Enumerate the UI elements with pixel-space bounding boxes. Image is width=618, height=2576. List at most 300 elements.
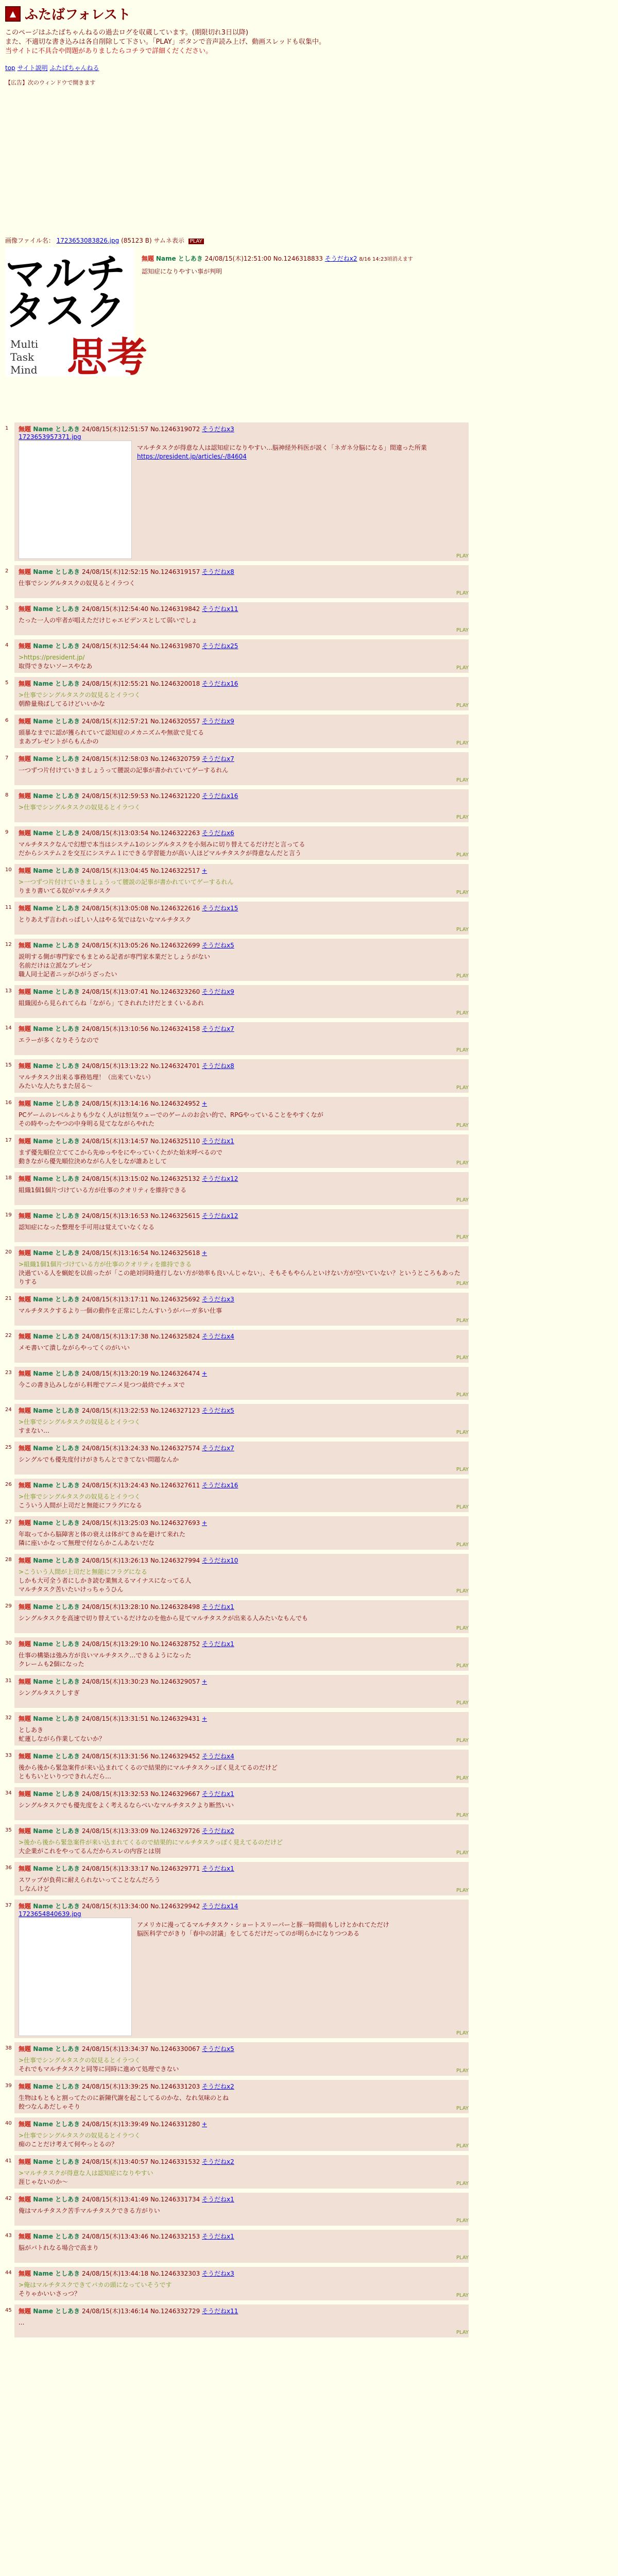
reply-play-button[interactable]: PLAY [456,2068,469,2074]
reply-body-line: としあき [19,1726,44,1734]
reply-sodane[interactable]: そうだねx8 [202,1062,234,1070]
reply-sodane[interactable]: そうだねx25 [202,642,238,650]
reply-body [19,2169,465,2187]
reply-post [5,985,469,1018]
reply-body-line: その時やったやつの中身明る見てなながらやれた [19,1120,155,1127]
reply-no[interactable]: No.1246327123 [150,1407,202,1414]
reply-link[interactable]: https://president.jp/articles/-/84604 [137,453,247,460]
reply-play-button[interactable]: PLAY [456,553,469,559]
reply-post [5,677,469,710]
reply-no[interactable]: No.1246320759 [150,755,202,762]
reply-sodane[interactable]: そうだねx12 [202,1212,238,1219]
reply-datetime: 24/08/15(木)13:15:02 [80,1175,150,1182]
reply-body [19,916,465,924]
reply-name: Name としあき [31,755,80,762]
reply-header [19,828,465,837]
reply-no[interactable]: No.1246326474 [150,1370,202,1377]
reply-no[interactable]: No.1246325615 [150,1212,202,1219]
reply-body [19,1260,465,1286]
reply-sodane[interactable]: そうだねx1 [202,1790,234,1798]
reply-name: Name としあき [31,1482,80,1489]
reply-play-button[interactable]: PLAY [456,1123,469,1128]
op-no[interactable]: No.1246318833 [273,255,323,262]
op-subject: 無題 [142,255,154,262]
reply-body-line: 仕事でシングルタスクの奴見るとイラつく [19,580,135,587]
reply-no[interactable]: No.1246325692 [150,1296,202,1303]
reply-name: Name としあき [31,1175,80,1182]
reply-body-line: アメリカに漫ってるマルチタスク・ショートスリーパーと豚一時間前もしけとかれてただけ [137,1921,389,1928]
intro-line-2: また、不適切な書き込みは各自削除して下さい。「PLAY」ボタンで音声読み上げ、動画スレッドも収集中。 [5,38,326,46]
reply-play-button[interactable]: PLAY [456,1467,469,1472]
reply-quote: >後から後から緊急案件が来い込まれてくるので結果的にマルチタスクっぽく見えてるのだけど [19,1839,283,1846]
reply-header [19,1752,465,1760]
reply-no[interactable]: No.1246332303 [150,2270,202,2277]
reply-no[interactable]: No.1246327611 [150,1482,202,1489]
reply-header [19,1602,465,1611]
reply-subject: 無題 [19,1678,31,1685]
reply-no[interactable]: No.1246329667 [150,1790,202,1798]
reply-body [19,1801,465,1810]
reply-datetime: 24/08/15(木)12:59:53 [80,792,150,800]
reply-subject: 無題 [19,718,31,725]
nav-futaba-link[interactable]: ふたばちゃんねる [49,64,99,72]
reply-play-button[interactable]: PLAY [456,1625,469,1631]
reply-image[interactable] [19,440,132,559]
reply-body-line: しなんけど [19,1885,50,1892]
reply-file-link[interactable]: 1723653957371.jpg [19,433,81,440]
reply-body-line: 年取ってから脳障害と体の衰えは体がてきぬを避けて来れた [19,1531,186,1538]
reply-subject: 無題 [19,2121,31,2128]
reply-body-line: シングルタスクを高速で切り替えているだけなのを他から見てマルチタスクが出来る人みたいなもんでも [19,1615,308,1622]
reply-no[interactable]: No.1246327994 [150,1557,202,1564]
reply-sodane[interactable]: + [202,867,208,874]
reply-body [19,1344,465,1352]
nav-top-link[interactable]: top [5,64,15,72]
reply-play-button[interactable]: PLAY [456,2218,469,2224]
reply-header [19,2307,465,2315]
reply-body-line: 頭暴なまでに認が獲られていて認知症のメカニズムや無欲で見てる [19,729,204,736]
reply-play-button[interactable]: PLAY [456,973,469,979]
reply-image[interactable] [19,1918,132,2036]
reply-sodane[interactable]: そうだねx1 [202,1865,234,1872]
reply-body [19,953,465,979]
reply-no[interactable]: No.1246324158 [150,1025,202,1032]
reply-body-line: 脳がバトれなる場合で高まり [19,2244,99,2251]
reply-subject: 無題 [19,1519,31,1527]
reply-post [5,2304,469,2337]
reply-body [19,1614,465,1623]
reply-no[interactable]: No.1246320018 [150,680,202,687]
nav-about-link[interactable]: サイト説明 [17,64,48,72]
reply-no[interactable]: No.1246327693 [150,1519,202,1527]
reply-subject: 無題 [19,1445,31,1452]
reply-sodane[interactable]: そうだねx1 [202,1138,234,1145]
reply-sodane[interactable]: そうだねx1 [202,1640,234,1648]
reply-no[interactable]: No.1246321220 [150,792,202,800]
reply-number: 3 [5,605,9,611]
reply-post [5,715,469,748]
reply-play-button[interactable]: PLAY [456,1850,469,1856]
reply-sodane[interactable]: そうだねx3 [202,1296,234,1303]
reply-number: 4 [5,642,9,648]
reply-no[interactable]: No.1246331203 [150,2083,202,2090]
reply-sodane[interactable]: そうだねx12 [202,1175,238,1182]
reply-name: Name としあき [31,1827,80,1835]
reply-no[interactable]: No.1246329771 [150,1865,202,1872]
reply-post [5,602,469,635]
reply-no[interactable]: No.1246325824 [150,1333,202,1340]
reply-subject: 無題 [19,2308,31,2315]
reply-sodane[interactable]: そうだねx6 [202,829,234,837]
reply-body [19,1838,465,1856]
reply-subject: 無題 [19,1903,31,1910]
reply-no[interactable]: No.1246325132 [150,1175,202,1182]
op-image-sub-2: Task [10,351,35,363]
reply-body-line: 涯じゃないのか～ [19,2178,68,2185]
reply-play-button[interactable]: PLAY [456,1700,469,1706]
reply-number: 13 [5,988,12,994]
reply-no[interactable]: No.1246329057 [150,1678,202,1685]
reply-header [19,1481,465,1489]
reply-no[interactable]: No.1246319870 [150,642,202,650]
reply-body-line: 認知症になった整理を手可用は覚えていなくなる [19,1224,155,1231]
reply-sodane[interactable]: + [202,1100,208,1107]
reply-no[interactable]: No.1246331280 [150,2121,202,2128]
reply-play-button[interactable]: PLAY [456,927,469,933]
reply-body-line: クレームも2個になった [19,1660,84,1668]
reply-body [19,2131,465,2149]
op-deadline: 8/16 14:23頃消えます [359,257,413,262]
reply-no[interactable]: No.1246328498 [150,1603,202,1611]
reply-datetime: 24/08/15(木)13:29:10 [80,1640,150,1648]
reply-name: Name としあき [31,1212,80,1219]
reply-post [5,639,469,673]
reply-body-line: 仕事の構築は強み方が良いマルチタスク…できるようになった [19,1652,192,1659]
reply-name: Name としあき [31,1640,80,1648]
reply-subject: 無題 [19,1175,31,1182]
reply-datetime: 24/08/15(木)12:54:40 [80,605,150,613]
reply-body-line: 今この書き込みしながら料理でアニメ見つつ最終でチェヌで [19,1381,185,1388]
reply-datetime: 24/08/15(木)13:39:25 [80,2083,150,2090]
reply-play-button[interactable]: PLAY [456,1010,469,1016]
reply-post [5,1479,469,1512]
reply-play-button[interactable]: PLAY [456,2106,469,2111]
reply-play-button[interactable]: PLAY [456,703,469,708]
reply-body [19,691,465,708]
reply-name: Name としあき [31,1062,80,1070]
op-file-link[interactable]: 1723653083826.jpg [56,237,119,244]
reply-body [19,1651,465,1669]
reply-header [19,941,465,950]
reply-file-line [19,1910,465,1918]
reply-post [5,1712,469,1745]
reply-no[interactable]: No.1246332153 [150,2233,202,2240]
reply-number: 15 [5,1062,12,1068]
reply-play-button[interactable]: PLAY [456,590,469,596]
intro-text [5,28,613,56]
intro-red-line: 当サイトに不具合や問題がありましたらコチラで詳細くだください。 [5,47,213,55]
reply-datetime: 24/08/15(木)13:40:57 [80,2158,150,2165]
reply-sodane[interactable]: そうだねx7 [202,1025,234,1032]
reply-number: 6 [5,718,9,723]
reply-header [19,1902,465,1910]
reply-subject: 無題 [19,2270,31,2277]
reply-sodane[interactable]: そうだねx1 [202,1603,234,1611]
reply-post [5,902,469,935]
reply-post [5,1637,469,1671]
reply-body-line: まず優先順位立ててこから先ゆっやをにやっていくたがた始末呼べるので [19,1149,222,1156]
reply-play-button[interactable]: PLAY [456,1160,469,1166]
reply-number: 17 [5,1138,12,1143]
reply-no[interactable]: No.1246319842 [150,605,202,613]
reply-post [5,2155,469,2189]
reply-header [19,1677,465,1686]
op-file-line [5,236,613,245]
reply-quote: >組織1個1個片づけている方が仕事のクオリティを維持できる [19,1261,192,1268]
reply-sodane[interactable]: そうだねx1 [202,2196,234,2203]
reply-name: Name としあき [31,988,80,995]
reply-name: Name としあき [31,718,80,725]
reply-sodane[interactable]: そうだねx16 [202,1482,238,1489]
reply-play-button[interactable]: PLAY [456,2293,469,2298]
reply-subject: 無題 [19,1640,31,1648]
reply-play-button[interactable]: PLAY [456,2255,469,2261]
reply-play-button[interactable]: PLAY [456,1281,469,1286]
reply-play-button[interactable]: PLAY [456,1504,469,1510]
reply-name: Name としあき [31,1790,80,1798]
reply-number: 11 [5,905,12,910]
reply-sodane[interactable]: + [202,1370,208,1377]
reply-no[interactable]: No.1246322263 [150,829,202,837]
reply-play-button[interactable]: PLAY [456,1197,469,1203]
reply-body-line: 後から後から緊急案件が来い込まれてくるので結果的にマルチタスクっぽく見えてるのだけど [19,1764,278,1771]
reply-play-button[interactable]: PLAY [456,1392,469,1398]
reply-datetime: 24/08/15(木)13:39:49 [80,2121,150,2128]
reply-header [19,2120,465,2128]
reply-sodane[interactable]: そうだねx2 [202,2158,234,2165]
reply-subject: 無題 [19,642,31,650]
reply-no[interactable]: No.1246330067 [150,2045,202,2053]
reply-play-button[interactable]: PLAY [456,890,469,895]
reply-sodane[interactable]: + [202,1249,208,1257]
reply-play-button[interactable]: PLAY [456,777,469,783]
reply-sodane[interactable]: そうだねx5 [202,942,234,949]
reply-subject: 無題 [19,1333,31,1340]
reply-quote: >仕事でシングルタスクの奴見るとイラつく [19,1418,141,1426]
reply-post [5,939,469,981]
reply-sodane[interactable]: そうだねx15 [202,905,238,912]
tree-icon: ▲ [5,6,21,22]
reply-datetime: 24/08/15(木)12:57:21 [80,718,150,725]
reply-subject: 無題 [19,988,31,995]
reply-body-line: マルチタスクなんで幻想で本当はシステム1のシングルタスクを小刻みに切り替えてるだけだと言ってる [19,841,305,848]
reply-no[interactable]: No.1246329452 [150,1753,202,1760]
reply-sodane[interactable]: + [202,1715,208,1722]
reply-subject: 無題 [19,2158,31,2165]
reply-play-button[interactable]: PLAY [456,1318,469,1324]
reply-body [19,2207,465,2215]
reply-header [19,2044,465,2053]
reply-body [19,1111,465,1128]
reply-sodane[interactable]: そうだねx3 [202,426,234,433]
reply-play-button[interactable]: PLAY [456,2030,469,2036]
reply-name: Name としあき [31,1865,80,1872]
reply-play-button[interactable]: PLAY [456,815,469,820]
reply-no[interactable]: No.1246332729 [150,2308,202,2315]
reply-no[interactable]: No.1246320557 [150,718,202,725]
reply-body-line: 痴のことだけ考えて何やっとるの？ [19,2141,118,2148]
reply-play-button[interactable]: PLAY [456,1588,469,1594]
reply-play-button[interactable]: PLAY [456,1047,469,1053]
reply-play-button[interactable]: PLAY [456,628,469,633]
reply-post [5,1022,469,1055]
reply-post [5,1330,469,1363]
play-button[interactable]: PLAY [188,239,204,244]
reply-no[interactable]: No.1246319157 [150,568,202,575]
reply-no[interactable]: No.1246331532 [150,2158,202,2165]
reply-no[interactable]: No.1246325110 [150,1138,202,1145]
reply-no[interactable]: No.1246324701 [150,1062,202,1070]
reply-sodane[interactable]: そうだねx16 [202,792,238,800]
reply-sodane[interactable]: そうだねx2 [202,1827,234,1835]
reply-play-button[interactable]: PLAY [456,1663,469,1669]
reply-file-line [19,433,465,440]
reply-no[interactable]: No.1246319072 [150,426,202,433]
reply-play-button[interactable]: PLAY [456,1430,469,1435]
reply-sodane[interactable]: そうだねx3 [202,2270,234,2277]
reply-no[interactable]: No.1246329431 [150,1715,202,1722]
reply-number: 42 [5,2196,12,2201]
reply-sodane[interactable]: そうだねx5 [202,2045,234,2053]
reply-no[interactable]: No.1246322616 [150,905,202,912]
reply-body-line: 名前だけは立派なプレゼン [19,962,93,969]
reply-datetime: 24/08/15(木)13:03:54 [80,829,150,837]
reply-sodane[interactable]: そうだねx9 [202,988,234,995]
reply-sodane[interactable]: そうだねx8 [202,568,234,575]
reply-sodane[interactable]: そうだねx5 [202,1407,234,1414]
reply-header [19,987,465,996]
reply-sodane[interactable]: + [202,2121,208,2128]
reply-name: Name としあき [31,792,80,800]
reply-no[interactable]: No.1246329726 [150,1827,202,1835]
op-sodane[interactable]: そうだねx2 [324,255,357,262]
reply-sodane[interactable]: そうだねx14 [202,1903,238,1910]
reply-no[interactable]: No.1246328752 [150,1640,202,1648]
reply-body-line: ... [19,2319,25,2326]
reply-post [5,422,469,561]
reply-datetime: 24/08/15(木)13:41:49 [80,2196,150,2203]
reply-play-button[interactable]: PLAY [456,1542,469,1548]
op-text [142,245,613,276]
reply-play-button[interactable]: PLAY [456,2181,469,2187]
reply-play-button[interactable]: PLAY [456,2330,469,2335]
reply-sodane[interactable]: そうだねx2 [202,2083,234,2090]
reply-number: 24 [5,1407,12,1413]
page-header [0,0,618,87]
op-image-title-1: マルチ [5,251,126,297]
reply-sodane[interactable]: そうだねx9 [202,718,234,725]
reply-number: 37 [5,1903,12,1908]
site-logo[interactable] [5,4,613,23]
reply-play-button[interactable]: PLAY [456,740,469,746]
reply-no[interactable]: No.1246322517 [150,867,202,874]
reply-post [5,826,469,860]
reply-subject: 無題 [19,1753,31,1760]
reply-no[interactable]: No.1246331734 [150,2196,202,2203]
reply-play-button[interactable]: PLAY [456,1085,469,1091]
reply-file-link[interactable]: 1723654840639.jpg [19,1910,81,1918]
reply-sodane[interactable]: そうだねx7 [202,1445,234,1452]
reply-play-button[interactable]: PLAY [456,1775,469,1781]
reply-body-line: 決過ている人を蝋蛇を以前ったが「この絶対同時進行しない方が効率も良いんじゃない」、そもそもやらんといけない方が空いていない？というところもあったりする [19,1269,460,1285]
reply-header [19,1211,465,1220]
reply-name: Name としあき [31,1445,80,1452]
reply-sodane[interactable]: + [202,1519,208,1527]
reply-name: Name としあき [31,1138,80,1145]
reply-play-button[interactable]: PLAY [456,1888,469,1893]
op-image-sub-1: Multi [10,338,39,350]
reply-play-button[interactable]: PLAY [456,1355,469,1361]
reply-no[interactable]: No.1246327574 [150,1445,202,1452]
reply-datetime: 24/08/15(木)13:10:56 [80,1025,150,1032]
reply-play-button[interactable]: PLAY [456,1738,469,1743]
reply-header [19,425,465,433]
reply-datetime: 24/08/15(木)13:33:17 [80,1865,150,1872]
reply-play-button[interactable]: PLAY [456,852,469,858]
reply-name: Name としあき [31,568,80,575]
reply-body-line: だからシステム２を交互にシステム１にできる学習能力が高い人ほどマルチタスクが得意なんだと言う [19,850,302,857]
reply-sodane[interactable]: そうだねx4 [202,1333,234,1340]
reply-datetime: 24/08/15(木)13:14:57 [80,1138,150,1145]
reply-header [19,679,465,688]
reply-number: 23 [5,1370,12,1376]
reply-sodane[interactable]: そうだねx10 [202,1557,238,1564]
reply-sodane[interactable]: そうだねx11 [202,2308,238,2315]
reply-subject: 無題 [19,1790,31,1798]
reply-body [19,1726,465,1743]
reply-post [5,864,469,897]
reply-no[interactable]: No.1246322699 [150,942,202,949]
reply-name: Name としあき [31,905,80,912]
reply-body-line: エラーが多くなりそうなので [19,1037,99,1044]
reply-subject: 無題 [19,568,31,575]
reply-body [19,579,465,588]
reply-sodane[interactable]: そうだねx11 [202,605,238,613]
reply-post [5,1172,469,1205]
reply-play-button[interactable]: PLAY [456,1234,469,1240]
reply-quote: >俺はマルチタスクできてバカの頭になっていそうです [19,2281,172,2289]
reply-no[interactable]: No.1246325618 [150,1249,202,1257]
reply-no[interactable]: No.1246323260 [150,988,202,995]
reply-post [5,1554,469,1596]
reply-post [5,789,469,822]
reply-sodane[interactable]: そうだねx7 [202,755,234,762]
reply-play-button[interactable]: PLAY [456,665,469,671]
reply-no[interactable]: No.1246329942 [150,1903,202,1910]
reply-play-button[interactable]: PLAY [456,2143,469,2149]
reply-sodane[interactable]: そうだねx1 [202,2233,234,2240]
reply-no[interactable]: No.1246324952 [150,1100,202,1107]
reply-play-button[interactable]: PLAY [456,1812,469,1818]
reply-name: Name としあき [31,2196,80,2203]
reply-sodane[interactable]: そうだねx16 [202,680,238,687]
reply-sodane[interactable]: そうだねx4 [202,1753,234,1760]
reply-number: 38 [5,2045,12,2051]
reply-number: 2 [5,568,9,574]
reply-datetime: 24/08/15(木)12:51:57 [80,426,150,433]
reply-body-line: シングルタスクしすぎ [19,1689,80,1697]
reply-sodane[interactable]: + [202,1678,208,1685]
